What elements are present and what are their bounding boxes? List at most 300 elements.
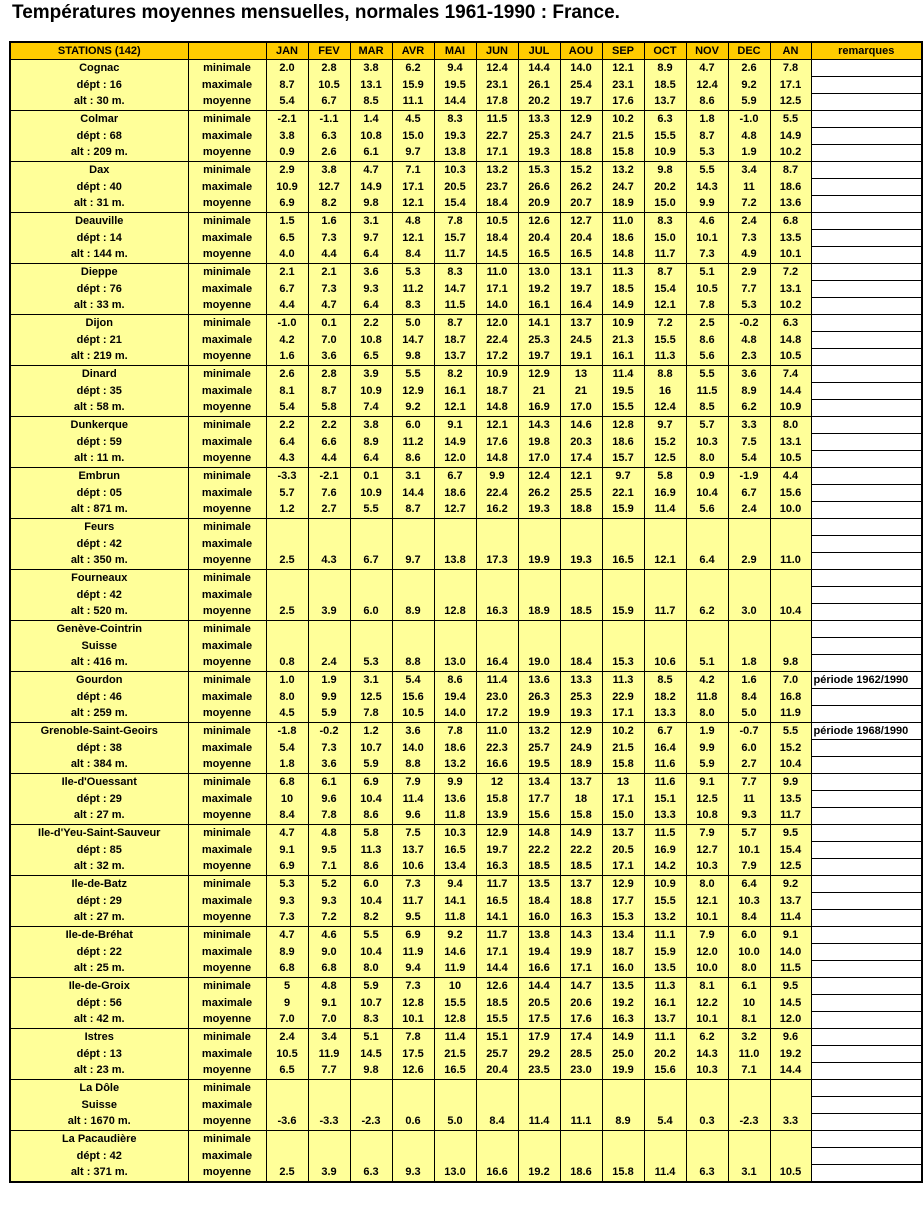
month-value: 12.8 xyxy=(434,604,476,621)
table-row xyxy=(10,1148,922,1165)
month-value: 13.5 xyxy=(602,978,644,995)
month-value: -1.0 xyxy=(266,315,308,332)
month-value xyxy=(518,1148,560,1165)
month-value: 14.3 xyxy=(518,417,560,434)
month-value: 3.6 xyxy=(308,349,350,366)
annual-value: 10.1 xyxy=(770,247,811,264)
month-value xyxy=(350,1131,392,1148)
month-value: 13.8 xyxy=(434,553,476,570)
month-value: 15.7 xyxy=(602,451,644,468)
table-row xyxy=(10,502,922,519)
month-value: 21 xyxy=(560,383,602,400)
table-row xyxy=(10,128,922,145)
month-value: 6.4 xyxy=(350,247,392,264)
month-value: 14.1 xyxy=(476,910,518,927)
row-type-label: minimale xyxy=(188,213,266,230)
month-value: 15.0 xyxy=(392,128,434,145)
table-row xyxy=(10,553,922,570)
month-value: 8.0 xyxy=(686,706,728,723)
month-value: 13.2 xyxy=(434,757,476,774)
annual-value: 11.0 xyxy=(770,553,811,570)
month-value xyxy=(350,587,392,604)
table-row xyxy=(10,383,922,400)
table-row xyxy=(10,111,922,128)
month-value: 20.5 xyxy=(602,842,644,859)
month-value xyxy=(434,570,476,587)
month-value: 13.7 xyxy=(644,1012,686,1029)
month-value xyxy=(686,638,728,655)
row-type-label: minimale xyxy=(188,315,266,332)
month-value: 13.2 xyxy=(518,723,560,740)
month-value: 12.7 xyxy=(434,502,476,519)
temperature-table xyxy=(9,41,923,1183)
month-value: 5.2 xyxy=(308,876,350,893)
month-value: 6.3 xyxy=(686,1165,728,1183)
month-value: 3.0 xyxy=(728,604,770,621)
month-value: 25.3 xyxy=(518,332,560,349)
month-value: 18.4 xyxy=(476,230,518,247)
month-value: 7.3 xyxy=(686,247,728,264)
month-value xyxy=(476,519,518,536)
month-value: -2.1 xyxy=(266,111,308,128)
month-value: 18.6 xyxy=(602,434,644,451)
month-value: 8.7 xyxy=(644,264,686,281)
month-value: 7.3 xyxy=(266,910,308,927)
month-value: 2.2 xyxy=(308,417,350,434)
month-value xyxy=(434,1080,476,1097)
month-value: 7.2 xyxy=(644,315,686,332)
row-type-label: maximale xyxy=(188,893,266,910)
row-type-label: moyenne xyxy=(188,1063,266,1080)
month-value: 5.1 xyxy=(350,1029,392,1046)
month-value: -2.3 xyxy=(350,1114,392,1131)
month-value: 8.9 xyxy=(644,60,686,77)
row-type-label: minimale xyxy=(188,162,266,179)
annual-value: 17.1 xyxy=(770,77,811,94)
month-value: 10.4 xyxy=(350,791,392,808)
month-value: 11.3 xyxy=(350,842,392,859)
station-dept: dépt : 42 xyxy=(10,587,188,604)
row-type-label: moyenne xyxy=(188,604,266,621)
month-value: 1.6 xyxy=(266,349,308,366)
column-header: remarques xyxy=(811,42,922,60)
month-value: 4.4 xyxy=(308,247,350,264)
month-value: 12.6 xyxy=(476,978,518,995)
month-value: 14.8 xyxy=(518,825,560,842)
remark-cell xyxy=(811,1097,922,1114)
month-value: 3.1 xyxy=(350,213,392,230)
station-name: Ile-de-Bréhat xyxy=(10,927,188,944)
remark-cell xyxy=(811,485,922,502)
month-value: 9.0 xyxy=(308,944,350,961)
month-value: 18.6 xyxy=(434,740,476,757)
month-value: 15.3 xyxy=(518,162,560,179)
month-value: 10.5 xyxy=(392,706,434,723)
month-value: 16.3 xyxy=(476,604,518,621)
month-value: 10.1 xyxy=(686,230,728,247)
month-value: 5.9 xyxy=(308,706,350,723)
remark-cell xyxy=(811,417,922,434)
month-value: 7.9 xyxy=(392,774,434,791)
annual-value: 14.5 xyxy=(770,995,811,1012)
month-value: 5.7 xyxy=(686,417,728,434)
month-value: 6.2 xyxy=(728,400,770,417)
remark-cell xyxy=(811,434,922,451)
month-value: 16.1 xyxy=(644,995,686,1012)
month-value: 12.7 xyxy=(560,213,602,230)
annual-value: 7.0 xyxy=(770,672,811,689)
remark-cell: période 1968/1990 xyxy=(811,723,922,740)
month-value: 13.2 xyxy=(602,162,644,179)
month-value: -3.3 xyxy=(266,468,308,485)
remark-cell xyxy=(811,587,922,604)
month-value: 15.0 xyxy=(644,196,686,213)
month-value: 1.9 xyxy=(686,723,728,740)
station-alt: alt : 33 m. xyxy=(10,298,188,315)
month-value: 11.6 xyxy=(644,757,686,774)
month-value: 12.8 xyxy=(392,995,434,1012)
month-value: 14.0 xyxy=(434,706,476,723)
column-header: MAR xyxy=(350,42,392,60)
month-value xyxy=(350,621,392,638)
row-type-label: maximale xyxy=(188,689,266,706)
month-value: 6.9 xyxy=(350,774,392,791)
month-value xyxy=(392,536,434,553)
month-value: 2.6 xyxy=(266,366,308,383)
column-header xyxy=(188,42,266,60)
month-value: 13.2 xyxy=(644,910,686,927)
annual-value: 8.7 xyxy=(770,162,811,179)
month-value: 12.5 xyxy=(350,689,392,706)
month-value: 7.0 xyxy=(308,1012,350,1029)
row-type-label: minimale xyxy=(188,876,266,893)
month-value: 0.9 xyxy=(266,145,308,162)
month-value: 22.9 xyxy=(602,689,644,706)
remark-cell xyxy=(811,910,922,927)
station-alt: alt : 259 m. xyxy=(10,706,188,723)
month-value: 8.9 xyxy=(266,944,308,961)
month-value: 3.8 xyxy=(350,60,392,77)
month-value: 16.3 xyxy=(476,859,518,876)
month-value: 19.7 xyxy=(518,349,560,366)
month-value: -3.3 xyxy=(308,1114,350,1131)
month-value: 5.8 xyxy=(308,400,350,417)
annual-value: 14.4 xyxy=(770,1063,811,1080)
month-value: 14.8 xyxy=(476,400,518,417)
month-value: 13.7 xyxy=(560,315,602,332)
month-value: 13.4 xyxy=(518,774,560,791)
remark-cell xyxy=(811,621,922,638)
month-value: 8.2 xyxy=(308,196,350,213)
month-value xyxy=(728,638,770,655)
month-value xyxy=(434,1131,476,1148)
month-value: 4.8 xyxy=(392,213,434,230)
month-value: 16.4 xyxy=(560,298,602,315)
month-value: 21.5 xyxy=(602,128,644,145)
table-row xyxy=(10,247,922,264)
month-value: 14.5 xyxy=(350,1046,392,1063)
month-value: 16.1 xyxy=(518,298,560,315)
month-value: 6.7 xyxy=(644,723,686,740)
month-value: 12.1 xyxy=(434,400,476,417)
month-value: 0.1 xyxy=(350,468,392,485)
month-value: 18.2 xyxy=(644,689,686,706)
month-value xyxy=(434,587,476,604)
column-header: MAI xyxy=(434,42,476,60)
month-value: 15.4 xyxy=(644,281,686,298)
row-type-label: moyenne xyxy=(188,808,266,825)
row-type-label: maximale xyxy=(188,332,266,349)
month-value: 14.0 xyxy=(392,740,434,757)
remark-cell xyxy=(811,1029,922,1046)
station-name: La Pacaudière xyxy=(10,1131,188,1148)
station-alt: alt : 416 m. xyxy=(10,655,188,672)
station-name: La Dôle xyxy=(10,1080,188,1097)
month-value: 18.6 xyxy=(602,230,644,247)
month-value: 8.4 xyxy=(728,689,770,706)
month-value: 1.8 xyxy=(728,655,770,672)
month-value: 8.0 xyxy=(266,689,308,706)
station-alt: alt : 144 m. xyxy=(10,247,188,264)
remark-cell xyxy=(811,740,922,757)
month-value: 11.1 xyxy=(392,94,434,111)
station-alt: alt : 27 m. xyxy=(10,808,188,825)
month-value: 11.0 xyxy=(476,723,518,740)
month-value: 10.6 xyxy=(644,655,686,672)
month-value: -0.7 xyxy=(728,723,770,740)
month-value xyxy=(434,621,476,638)
annual-value: 15.6 xyxy=(770,485,811,502)
station-dept: dépt : 46 xyxy=(10,689,188,706)
annual-value: 13.5 xyxy=(770,230,811,247)
station-name: Cognac xyxy=(10,60,188,77)
month-value: 7.2 xyxy=(308,910,350,927)
month-value: 26.2 xyxy=(518,485,560,502)
month-value xyxy=(308,1097,350,1114)
month-value: 5.0 xyxy=(392,315,434,332)
station-dept: dépt : 29 xyxy=(10,893,188,910)
month-value: 3.8 xyxy=(266,128,308,145)
remark-cell xyxy=(811,638,922,655)
remark-cell xyxy=(811,944,922,961)
month-value: 5.9 xyxy=(686,757,728,774)
annual-value: 11.5 xyxy=(770,961,811,978)
table-row xyxy=(10,1131,922,1148)
month-value: 10.2 xyxy=(602,723,644,740)
month-value: 8.1 xyxy=(266,383,308,400)
month-value: 25.7 xyxy=(518,740,560,757)
month-value: 15.9 xyxy=(392,77,434,94)
month-value: 7.1 xyxy=(392,162,434,179)
row-type-label: moyenne xyxy=(188,1012,266,1029)
annual-value: 9.5 xyxy=(770,825,811,842)
month-value: 19.4 xyxy=(434,689,476,706)
month-value: 14.4 xyxy=(518,60,560,77)
month-value: 9.6 xyxy=(392,808,434,825)
annual-value: 11.4 xyxy=(770,910,811,927)
month-value: 11.7 xyxy=(644,604,686,621)
station-alt: alt : 25 m. xyxy=(10,961,188,978)
remark-cell xyxy=(811,757,922,774)
annual-value: 13.7 xyxy=(770,893,811,910)
month-value: 14.8 xyxy=(476,451,518,468)
month-value: 10.2 xyxy=(602,111,644,128)
row-type-label: moyenne xyxy=(188,196,266,213)
month-value: -0.2 xyxy=(728,315,770,332)
month-value: 18.4 xyxy=(518,893,560,910)
station-alt: alt : 871 m. xyxy=(10,502,188,519)
month-value: 13.9 xyxy=(476,808,518,825)
month-value: 10.4 xyxy=(350,893,392,910)
month-value xyxy=(560,587,602,604)
month-value: 9.8 xyxy=(644,162,686,179)
table-row xyxy=(10,519,922,536)
annual-value: 18.6 xyxy=(770,179,811,196)
month-value: 15.9 xyxy=(602,604,644,621)
month-value: -1.8 xyxy=(266,723,308,740)
annual-value: 7.2 xyxy=(770,264,811,281)
month-value: 17.4 xyxy=(560,1029,602,1046)
month-value: 5.9 xyxy=(728,94,770,111)
month-value: 20.4 xyxy=(560,230,602,247)
month-value: 2.6 xyxy=(308,145,350,162)
month-value: 26.1 xyxy=(518,77,560,94)
month-value: 9.9 xyxy=(686,740,728,757)
month-value: 19.5 xyxy=(602,383,644,400)
station-name: Gourdon xyxy=(10,672,188,689)
month-value: 16.1 xyxy=(602,349,644,366)
month-value: 7.9 xyxy=(728,859,770,876)
month-value: 25.3 xyxy=(560,689,602,706)
month-value xyxy=(686,1131,728,1148)
month-value: 5.6 xyxy=(686,502,728,519)
row-type-label: maximale xyxy=(188,1046,266,1063)
month-value: 8.9 xyxy=(392,604,434,621)
row-type-label: minimale xyxy=(188,366,266,383)
row-type-label: maximale xyxy=(188,434,266,451)
row-type-label: minimale xyxy=(188,417,266,434)
station-dept: dépt : 29 xyxy=(10,791,188,808)
month-value: 18.6 xyxy=(434,485,476,502)
month-value xyxy=(476,587,518,604)
row-type-label: minimale xyxy=(188,1029,266,1046)
month-value: 14.0 xyxy=(476,298,518,315)
month-value xyxy=(560,1131,602,1148)
month-value: 16.9 xyxy=(644,842,686,859)
month-value: 1.9 xyxy=(728,145,770,162)
row-type-label: maximale xyxy=(188,485,266,502)
month-value xyxy=(644,519,686,536)
month-value: 23.1 xyxy=(476,77,518,94)
month-value: 5.7 xyxy=(266,485,308,502)
month-value: 19.9 xyxy=(518,706,560,723)
month-value: 5.4 xyxy=(266,94,308,111)
table-row xyxy=(10,961,922,978)
station-dept: dépt : 21 xyxy=(10,332,188,349)
month-value xyxy=(644,570,686,587)
month-value xyxy=(392,570,434,587)
month-value xyxy=(560,570,602,587)
month-value: 20.4 xyxy=(518,230,560,247)
month-value: 23.0 xyxy=(560,1063,602,1080)
station-name: Dieppe xyxy=(10,264,188,281)
month-value xyxy=(266,587,308,604)
annual-value: 4.4 xyxy=(770,468,811,485)
table-row xyxy=(10,1029,922,1046)
month-value: 11.4 xyxy=(476,672,518,689)
month-value: 3.8 xyxy=(350,417,392,434)
station-dept: dépt : 42 xyxy=(10,1148,188,1165)
table-row xyxy=(10,1097,922,1114)
month-value: 7.8 xyxy=(350,706,392,723)
row-type-label: maximale xyxy=(188,638,266,655)
remark-cell xyxy=(811,230,922,247)
month-value: 3.6 xyxy=(350,264,392,281)
month-value: 9.7 xyxy=(392,145,434,162)
remark-cell xyxy=(811,1114,922,1131)
table-row xyxy=(10,808,922,825)
month-value: 10.1 xyxy=(728,842,770,859)
month-value: 2.5 xyxy=(686,315,728,332)
month-value: 16.6 xyxy=(518,961,560,978)
month-value xyxy=(350,1080,392,1097)
row-type-label: minimale xyxy=(188,264,266,281)
month-value: 8.4 xyxy=(392,247,434,264)
month-value: 11.9 xyxy=(434,961,476,978)
month-value: 9.2 xyxy=(434,927,476,944)
month-value: 11.4 xyxy=(602,366,644,383)
month-value: 9.1 xyxy=(266,842,308,859)
month-value xyxy=(686,587,728,604)
month-value: 1.0 xyxy=(266,672,308,689)
column-header: NOV xyxy=(686,42,728,60)
month-value: 3.4 xyxy=(308,1029,350,1046)
month-value: 6.4 xyxy=(350,298,392,315)
row-type-label: maximale xyxy=(188,944,266,961)
month-value: 7.8 xyxy=(434,723,476,740)
month-value: 17.7 xyxy=(602,893,644,910)
station-dept: dépt : 59 xyxy=(10,434,188,451)
month-value: 18.9 xyxy=(560,757,602,774)
table-row xyxy=(10,434,922,451)
column-header: DEC xyxy=(728,42,770,60)
column-header: AN xyxy=(770,42,811,60)
month-value: 19.9 xyxy=(560,944,602,961)
month-value xyxy=(518,1080,560,1097)
month-value: 9.3 xyxy=(266,893,308,910)
month-value: 9.8 xyxy=(350,196,392,213)
month-value: 6.9 xyxy=(266,196,308,213)
station-dept: dépt : 42 xyxy=(10,536,188,553)
month-value: 11.2 xyxy=(392,434,434,451)
station-dept: dépt : 22 xyxy=(10,944,188,961)
month-value: 2.6 xyxy=(728,60,770,77)
month-value: 8.7 xyxy=(266,77,308,94)
month-value: 3.4 xyxy=(728,162,770,179)
month-value: 16.0 xyxy=(518,910,560,927)
remark-cell xyxy=(811,689,922,706)
station-name: Ile-d'Yeu-Saint-Sauveur xyxy=(10,825,188,842)
month-value xyxy=(434,1148,476,1165)
row-type-label: maximale xyxy=(188,791,266,808)
month-value: 10 xyxy=(728,995,770,1012)
month-value: 18.7 xyxy=(434,332,476,349)
station-name: Ile-d'Ouessant xyxy=(10,774,188,791)
month-value: 5.8 xyxy=(350,825,392,842)
month-value: 20.5 xyxy=(518,995,560,1012)
row-type-label: minimale xyxy=(188,672,266,689)
month-value: 5.3 xyxy=(686,145,728,162)
